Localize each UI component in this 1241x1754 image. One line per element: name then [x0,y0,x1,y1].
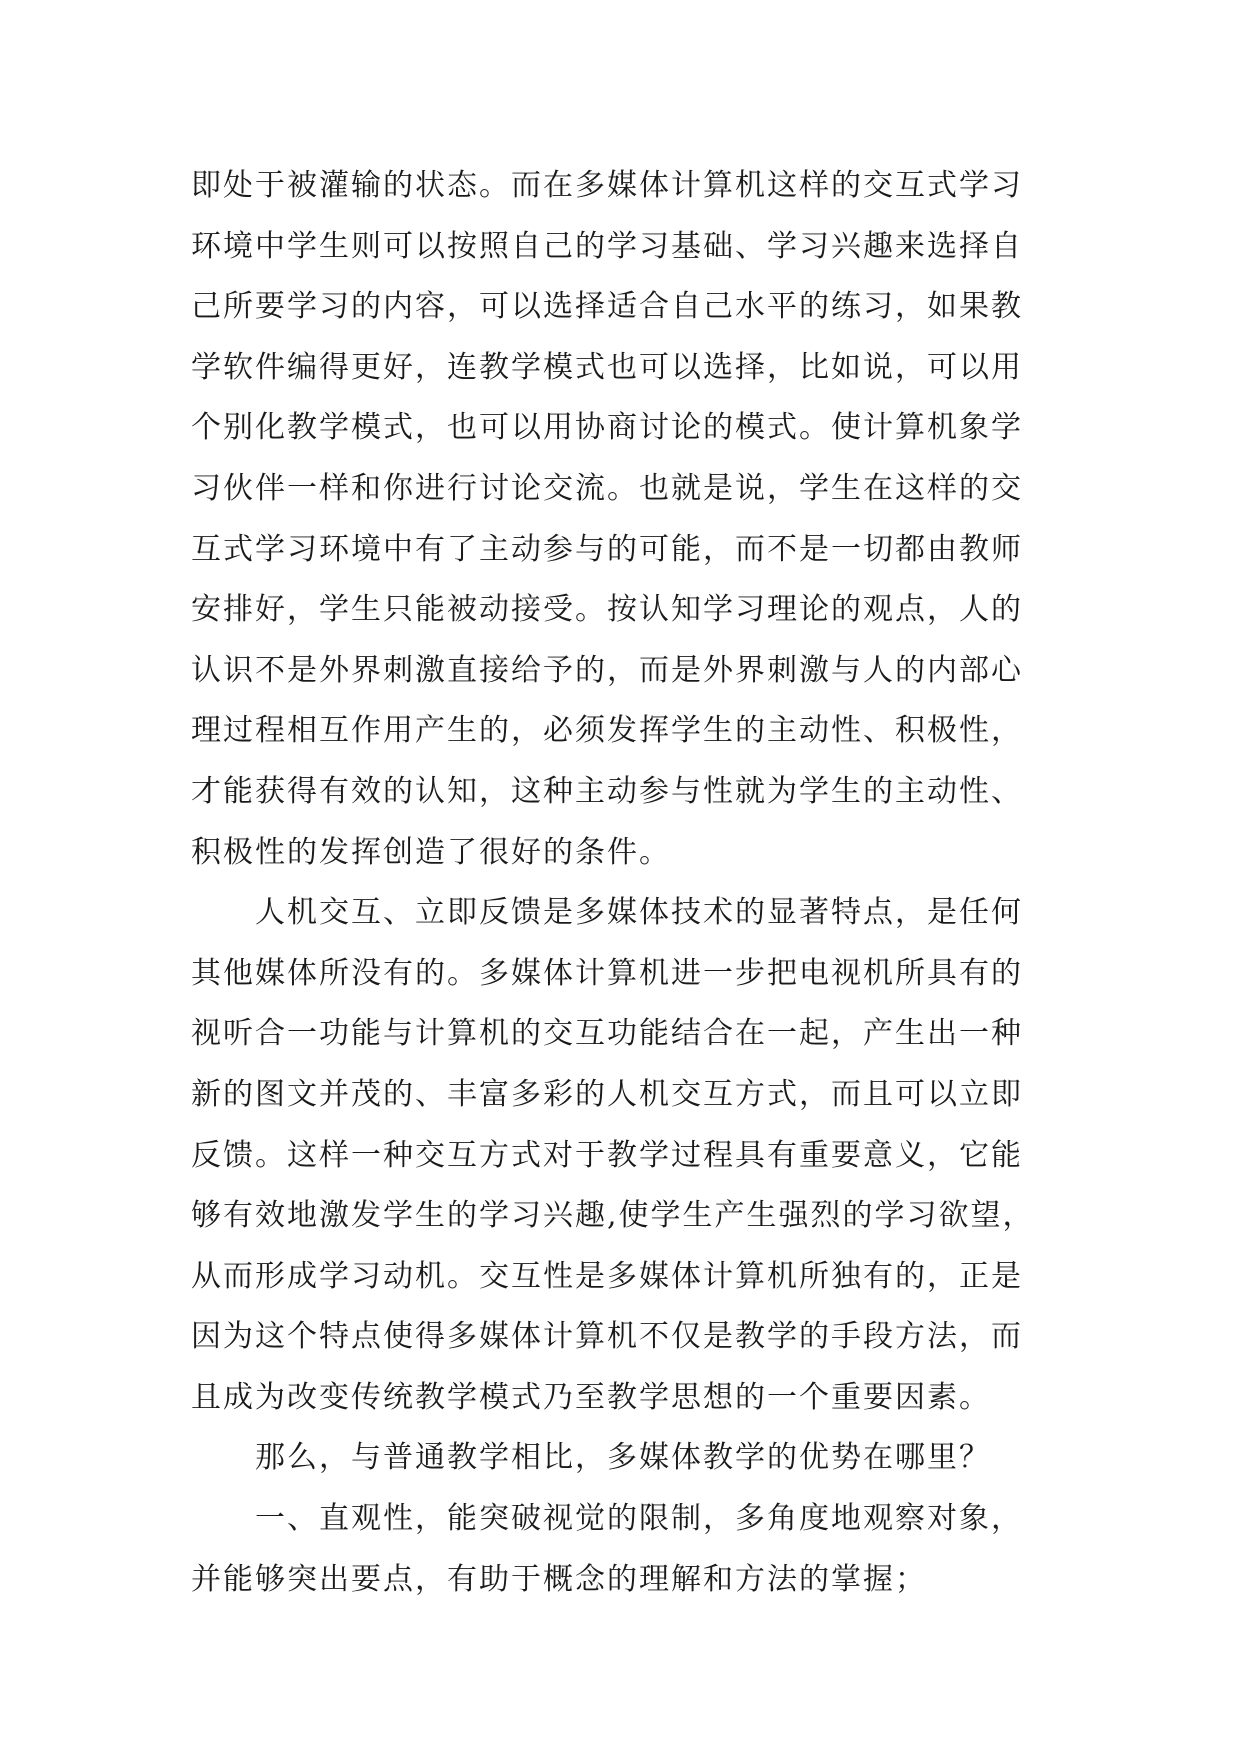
text-line: 安排好，学生只能被动接受。按认知学习理论的观点，人的 [191,592,1023,628]
text-line: 习伙伴一样和你进行讨论交流。也就是说，学生在这样的交 [191,470,1023,506]
paragraph-first-line: 人机交互、立即反馈是多媒体技术的显著特点，是任何 [255,895,1023,931]
text-line: 理过程相互作用产生的，必须发挥学生的主动性、积极性， [191,713,1023,749]
paragraph-first-line: 那么，与普通教学相比，多媒体教学的优势在哪里？ [255,1440,991,1476]
text-line: 环境中学生则可以按照自己的学习基础、学习兴趣来选择自 [191,228,1023,264]
text-line: 积极性的发挥创造了很好的条件。 [191,834,671,870]
text-line: 认识不是外界刺激直接给予的，而是外界刺激与人的内部心 [191,652,1023,688]
text-line: 且成为改变传统教学模式乃至教学思想的一个重要因素。 [191,1379,991,1415]
text-line: 因为这个特点使得多媒体计算机不仅是教学的手段方法，而 [191,1319,1023,1355]
text-line: 够有效地激发学生的学习兴趣,使学生产生强烈的学习欲望， [191,1198,1035,1234]
text-line: 己所要学习的内容，可以选择适合自己水平的练习，如果教 [191,289,1023,325]
text-line: 即处于被灌输的状态。而在多媒体计算机这样的交互式学习 [191,168,1023,203]
text-line: 学软件编得更好，连教学模式也可以选择，比如说，可以用 [191,349,1023,385]
text-line: 个别化教学模式，也可以用协商讨论的模式。使计算机象学 [191,410,1023,446]
text-line: 并能够突出要点，有助于概念的理解和方法的掌握； [191,1561,927,1597]
text-line: 才能获得有效的认知，这种主动参与性就为学生的主动性、 [191,773,1023,809]
body-text [191,156,1071,1610]
paragraph-first-line: 一、直观性，能突破视觉的限制，多角度地观察对象， [255,1501,1023,1537]
text-line: 反馈。这样一种交互方式对于教学过程具有重要意义，它能 [191,1137,1023,1173]
text-line: 从而形成学习动机。交互性是多媒体计算机所独有的，正是 [191,1258,1023,1294]
text-line: 其他媒体所没有的。多媒体计算机进一步把电视机所具有的 [191,955,1023,991]
text-line: 视听合一功能与计算机的交互功能结合在一起，产生出一种 [191,1016,1023,1052]
text-line: 新的图文并茂的、丰富多彩的人机交互方式，而且可以立即 [191,1076,1023,1112]
text-line: 互式学习环境中有了主动参与的可能，而不是一切都由教师 [191,531,1023,567]
